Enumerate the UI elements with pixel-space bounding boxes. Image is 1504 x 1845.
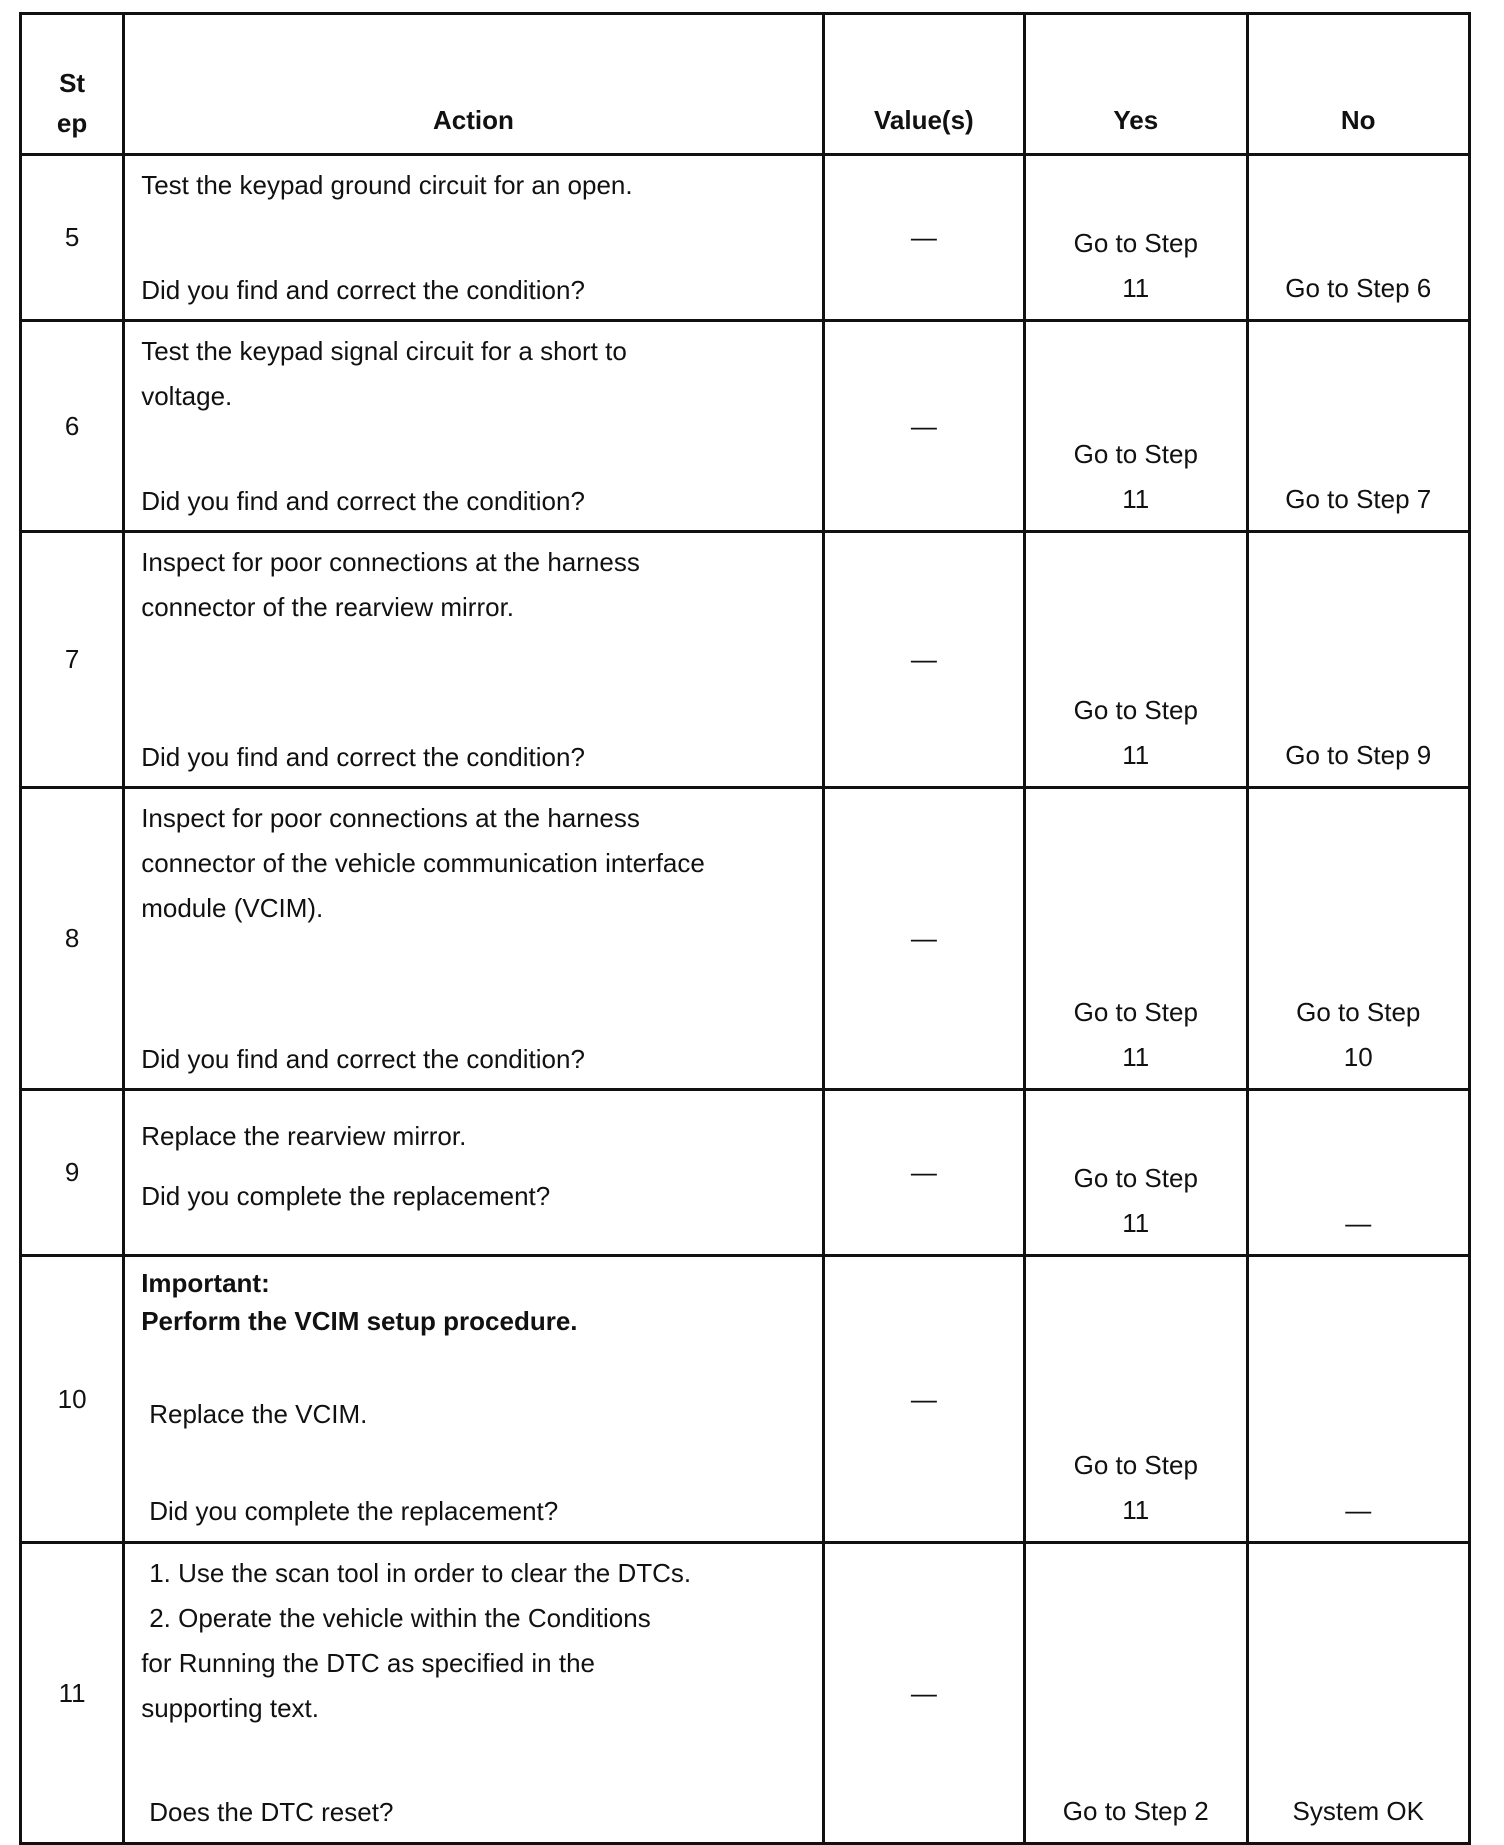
action-line: connector of the rearview mirror.: [141, 591, 515, 622]
action-line: Inspect for poor connections at the harness: [141, 546, 640, 577]
step-number: 11: [21, 1543, 124, 1844]
yes-line1: Go to Step: [1073, 997, 1198, 1027]
table-row: [21, 1090, 1470, 1256]
step-number: 8: [21, 788, 124, 1090]
action-question: Did you find and correct the condition?: [141, 1043, 585, 1074]
yes-line2: 11: [1122, 1495, 1150, 1525]
yes-cell[interactable]: [1025, 1543, 1247, 1844]
list-item: 1. Use the scan tool in order to clear the DTCs.: [149, 1558, 692, 1588]
yes-cell[interactable]: [1025, 155, 1247, 321]
diagnostic-table: [19, 12, 1471, 1845]
no-cell[interactable]: [1247, 321, 1470, 532]
no-line2: 10: [1343, 1042, 1373, 1072]
no-cell[interactable]: [1247, 532, 1470, 788]
step-number: 7: [21, 532, 124, 788]
header-step-line2: ep: [56, 108, 88, 138]
action-line: voltage.: [141, 380, 233, 411]
header-step: [21, 14, 124, 155]
value-cell: —: [823, 1090, 1024, 1256]
value-cell: —: [823, 1543, 1024, 1844]
yes-line2: 11: [1122, 1042, 1150, 1072]
no-line1: Go to Step 7: [1285, 484, 1432, 514]
step-number: 5: [21, 155, 124, 321]
action-cell: [124, 1543, 823, 1844]
yes-line1: Go to Step 2: [1062, 1796, 1209, 1826]
value-cell: —: [823, 1256, 1024, 1543]
yes-line2: 11: [1122, 1208, 1150, 1238]
value-cell: —: [823, 532, 1024, 788]
yes-cell[interactable]: [1025, 1090, 1247, 1256]
yes-line2: 11: [1122, 273, 1150, 303]
header-row: [21, 14, 1470, 155]
header-yes: Yes: [1025, 14, 1247, 155]
table-row: [21, 1543, 1470, 1844]
action-cell: [124, 155, 823, 321]
action-line: Replace the VCIM.: [149, 1399, 368, 1429]
action-line: for Running the DTC as specified in the: [141, 1648, 595, 1678]
no-cell: [1247, 1090, 1470, 1256]
action-question: Did you complete the replacement?: [141, 1180, 551, 1211]
table-row: [21, 1256, 1470, 1543]
no-line1: Go to Step 9: [1285, 740, 1432, 770]
value-cell: —: [823, 155, 1024, 321]
action-question: Did you find and correct the condition?: [141, 741, 585, 772]
important-text: Perform the VCIM setup procedure.: [141, 1306, 578, 1336]
action-question: Did you find and correct the condition?: [141, 274, 585, 305]
step-number: 10: [21, 1256, 124, 1543]
no-cell: [1247, 1256, 1470, 1543]
no-line1: Go to Step 6: [1285, 273, 1432, 303]
no-line1: —: [1345, 1208, 1372, 1238]
action-line: supporting text.: [141, 1693, 319, 1723]
procedure-list: [141, 1551, 805, 1641]
action-line: connector of the vehicle communication interface: [141, 847, 705, 878]
step-number: 9: [21, 1090, 124, 1256]
yes-line1: Go to Step: [1073, 1450, 1198, 1480]
action-cell: [124, 321, 823, 532]
action-line: Inspect for poor connections at the harness: [141, 802, 640, 833]
action-question: Does the DTC reset?: [149, 1797, 394, 1827]
action-cell: [124, 532, 823, 788]
yes-line2: 11: [1122, 740, 1150, 770]
header-action: Action: [124, 14, 823, 155]
action-line: Test the keypad ground circuit for an open.: [141, 169, 633, 200]
action-line: module (VCIM).: [141, 892, 324, 923]
value-cell: —: [823, 788, 1024, 1090]
table-row: [21, 788, 1470, 1090]
header-values: Value(s): [823, 14, 1024, 155]
list-item: 2. Operate the vehicle within the Conditions: [149, 1603, 651, 1633]
action-cell: [124, 1090, 823, 1256]
step-number: 6: [21, 321, 124, 532]
yes-cell[interactable]: [1025, 321, 1247, 532]
action-cell: [124, 788, 823, 1090]
table-row: [21, 321, 1470, 532]
yes-line2: 11: [1122, 484, 1150, 514]
no-cell[interactable]: [1247, 788, 1470, 1090]
no-line1: —: [1345, 1495, 1372, 1525]
yes-line1: Go to Step: [1073, 228, 1198, 258]
action-line: Test the keypad signal circuit for a short to: [141, 335, 627, 366]
table-row: [21, 532, 1470, 788]
yes-line1: Go to Step: [1073, 695, 1198, 725]
action-line: Replace the rearview mirror.: [141, 1120, 467, 1151]
action-question: Did you complete the replacement?: [149, 1496, 559, 1526]
action-question: Did you find and correct the condition?: [141, 485, 585, 516]
value-cell: —: [823, 321, 1024, 532]
yes-cell[interactable]: [1025, 532, 1247, 788]
yes-line1: Go to Step: [1073, 1163, 1198, 1193]
no-line1: Go to Step: [1296, 997, 1421, 1027]
no-line1: System OK: [1292, 1796, 1424, 1826]
yes-line1: Go to Step: [1073, 439, 1198, 469]
header-no: No: [1247, 14, 1470, 155]
action-cell: [124, 1256, 823, 1543]
yes-cell[interactable]: [1025, 788, 1247, 1090]
yes-cell[interactable]: [1025, 1256, 1247, 1543]
header-step-line1: St: [59, 68, 86, 98]
table-row: [21, 155, 1470, 321]
no-cell[interactable]: [1247, 1543, 1470, 1844]
no-cell[interactable]: [1247, 155, 1470, 321]
important-label: Important:: [141, 1268, 270, 1298]
